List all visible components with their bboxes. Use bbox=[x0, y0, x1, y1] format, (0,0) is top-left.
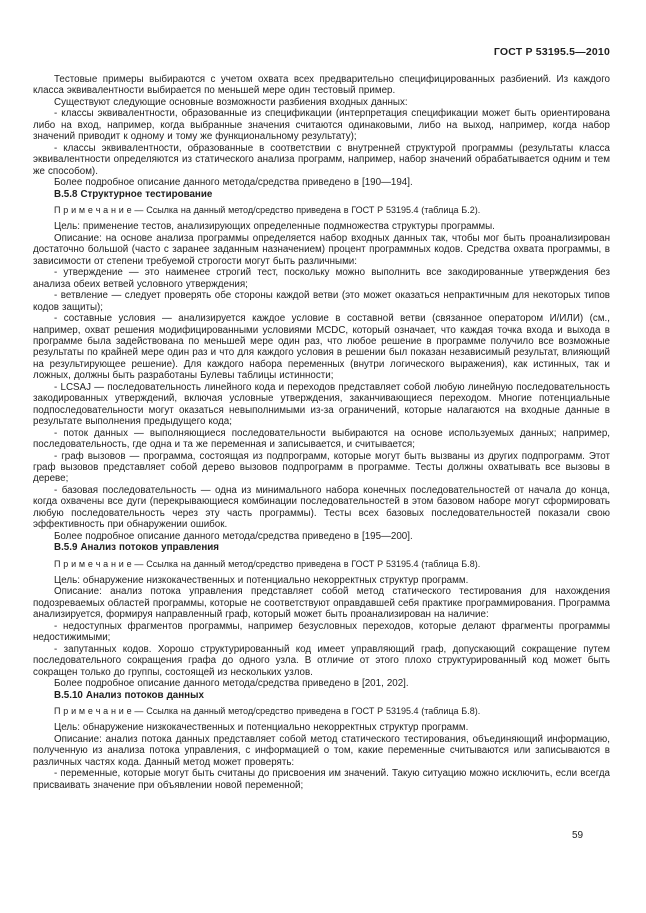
section-heading: В.5.10 Анализ потоков данных bbox=[54, 689, 204, 701]
reference-paragraph: Более подробное описание данного метода/средства приведено в [195—200]. bbox=[54, 530, 413, 542]
section-heading: В.5.9 Анализ потоков управления bbox=[54, 542, 220, 554]
list-item-paragraph: - запутанных кодов. Хорошо структурированный код имеет управляющий граф, допускающий сокращение путем последовательного сокращения графа до одного узла. В отличие от этого плохо структурированный код может быть сокращен только до группы, состоящей из нескольких узлов. bbox=[33, 643, 610, 678]
paragraph: Цель: обнаружение низкокачественных и потенциально некорректных структур программ. bbox=[54, 575, 469, 587]
list-item-paragraph: - LCSAJ — последовательность линейного кода и переходов представляет собой любую линейную последовательность закодированных утверждений, включая условные утверждения, заканчивающиеся переходом. Многие потенциальные подпоследовательности могут оказаться невыполнимыми из-за ограничений, которые налагаются на входные данные в результате выполнения предыдущего кода; bbox=[33, 381, 610, 428]
list-item-paragraph: - базовая последовательность — одна из минимального набора конечных последовательностей от начала до конца, когда охвачены все дуги (перекрывающиеся комбинации последовательностей в этом базовом наборе могут сформировать любую последовательность через эту часть программы). Тесты всех базовых последовательностей показали свою эффективность при обнаружении ошибок. bbox=[33, 484, 610, 531]
document-body bbox=[33, 74, 610, 791]
list-item-paragraph: - граф вызовов — программа, состоящая из подпрограмм, которые могут быть вызваны из других подпрограмм. Этот граф вызовов представляет собой дерево вызовов подпрограмм в программе. Тесты должны охватывать все вызовы в дереве; bbox=[33, 450, 610, 485]
reference-paragraph: Более подробное описание данного метода/средства приведено в [190—194]. bbox=[54, 177, 413, 189]
list-item-paragraph: - переменные, которые могут быть считаны до присвоения им значений. Такую ситуацию можно исключить, если всегда присваивать значение при объявлении новой переменной; bbox=[33, 768, 610, 791]
list-item-paragraph: - классы эквивалентности, образованные в соответствии с внутренней структурой программы (результаты класса эквивалентности определяются из статического анализа программ, например, набор значений обрабатывается одним и тем же способом). bbox=[33, 142, 610, 177]
paragraph: Описание: анализ потока управления представляет собой метод статического тестирования для нахождения подозреваемых областей программы, которые не соответствуют оправдавшей себя практике программирования. Программа анализируется, формируя направленный граф, который может быть проанализирован на наличие: bbox=[33, 586, 610, 621]
paragraph: Существуют следующие основные возможности разбиения входных данных: bbox=[54, 96, 408, 108]
paragraph: Описание: анализ потока данных представляет собой метод статического тестирования, объединяющий информацию, полученную из анализа потока управления, с информацией о том, какие переменные считываются или записываются в различных частях кода. Данный метод может проверять: bbox=[33, 733, 610, 768]
paragraph: Цель: обнаружение низкокачественных и потенциально некорректных структур программ. bbox=[54, 722, 469, 734]
section-heading: В.5.8 Структурное тестирование bbox=[54, 188, 213, 200]
reference-paragraph: Более подробное описание данного метода/средства приведено в [201, 202]. bbox=[54, 678, 409, 690]
list-item-paragraph: - поток данных — выполняющиеся последовательности выбираются на основе используемых данных; например, последовательность, где одна и та же переменная и записывается, и считывается; bbox=[33, 427, 610, 451]
list-item-paragraph: - составные условия — анализируется каждое условие в составной ветви (связанное оператором И/ИЛИ) (см., например, охват решения модифицированными условиями MCDC, который означает, что каждая точка входа и выхода в программе была задействована по меньшей мере один раз, что любое решение в программе получило все возможные результаты по крайней мере один раз и что для каждого условия в решении был показан независимый результат, влияющий на результирующее решение). Для каждого набора переменных (внутри логического выражения), как истинных, так и ложных, должны быть разработаны Булевы таблицы истинности; bbox=[33, 313, 610, 382]
list-item-paragraph: - утверждение — это наименее строгий тест, поскольку можно выполнить все закодированные утверждения без анализа обеих ветвей условного утверждения; bbox=[33, 267, 610, 290]
note-paragraph: П р и м е ч а н и е — Ссылка на данный метод/средство приведена в ГОСТ Р 53195.4 (таблица Б.8). bbox=[54, 706, 481, 717]
paragraph: Тестовые примеры выбираются с учетом охвата всех предварительно специфицированных разбиений. Из каждого класса эквивалентности выбирается по меньшей мере один тестовый пример. bbox=[33, 74, 610, 97]
list-item-paragraph: - недоступных фрагментов программы, например безусловных переходов, которые делают фрагменты программы недостижимыми; bbox=[33, 620, 610, 644]
list-item-paragraph: - классы эквивалентности, образованные из спецификации (интерпретация спецификации может быть ориентирована либо на вход, например, когда выбранные значения считаются одинаковыми, либо на выход, например, когда набор значений приводит к одному и тому же функциональному результату); bbox=[33, 108, 610, 143]
list-item-paragraph: - ветвление — следует проверять обе стороны каждой ветви (это может оказаться непрактичным для некоторых типов кодов защиты); bbox=[33, 290, 610, 313]
page-number: 59 bbox=[572, 830, 584, 841]
doc-standard-number: ГОСТ Р 53195.5—2010 bbox=[493, 46, 610, 58]
paragraph: Цель: применение тестов, анализирующих определенные подмножества структуры программы. bbox=[54, 221, 495, 233]
note-paragraph: П р и м е ч а н и е — Ссылка на данный метод/средство приведена в ГОСТ Р 53195.4 (таблица Б.8). bbox=[54, 558, 481, 569]
paragraph: Описание: на основе анализа программы определяется набор входных данных так, чтобы мог быть проанализирован достаточно большой (часто с заранее заданным назначением) процент программных кодов. Средства охвата программы, в зависимости от степени требуемой строгости могут быть различными: bbox=[33, 232, 610, 267]
note-paragraph: П р и м е ч а н и е — Ссылка на данный метод/средство приведена в ГОСТ Р 53195.4 (таблица Б.2). bbox=[54, 204, 481, 215]
